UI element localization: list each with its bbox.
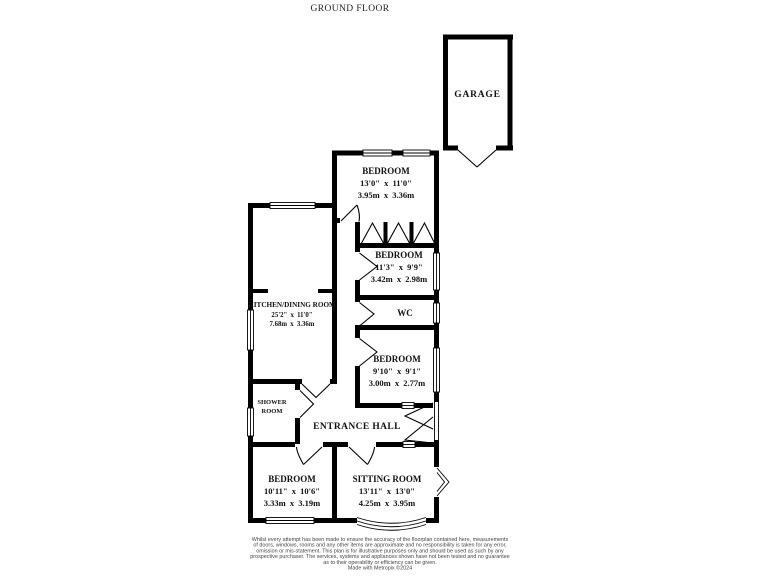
- window: [270, 203, 315, 209]
- svg-text:of doors, windows, rooms and a: of doors, windows, rooms and any other items are approximate and no responsibility is taken for any error,: [253, 542, 507, 549]
- room-label-shower-room: [257, 399, 287, 415]
- svg-text:Whilst every attempt has been: Whilst every attempt has been made to ensure the accuracy of the floorplan contained here, measurements: [251, 537, 509, 543]
- svg-text:7.68m x 3.36m: 7.68m x 3.36m: [269, 321, 315, 328]
- window: [363, 150, 392, 156]
- svg-text:as to their operability or eff: as to their operability or efficiency can be given.: [323, 559, 437, 566]
- door-swing: [349, 447, 375, 465]
- svg-text:3.42m x 2.98m: 3.42m x 2.98m: [370, 274, 428, 284]
- svg-text:4.25m x 3.95m: 4.25m x 3.95m: [358, 498, 416, 508]
- bay-window: [357, 515, 426, 533]
- svg-text:SHOWER: SHOWER: [257, 399, 287, 406]
- side-bay-window: [434, 467, 450, 497]
- svg-text:11'3" x 9'9": 11'3" x 9'9": [375, 262, 423, 272]
- svg-text:10'11" x 10'6": 10'11" x 10'6": [264, 486, 320, 496]
- svg-text:omission or mis-statement. Thi: omission or mis-statement. This plan is for illustrative purposes only and should be used as such by any: [256, 548, 504, 555]
- garage-door: [458, 150, 496, 167]
- disclaimer-text: [250, 537, 509, 572]
- svg-text:BEDROOM: BEDROOM: [373, 354, 421, 364]
- room-label-entrance-hall: ENTRANCE HALL: [313, 422, 401, 432]
- room-label-kitchen-dining: [248, 301, 336, 328]
- svg-text:BEDROOM: BEDROOM: [268, 474, 316, 484]
- page-title: GROUND FLOOR: [310, 4, 390, 14]
- svg-text:3.00m x 2.77m: 3.00m x 2.77m: [368, 378, 426, 388]
- svg-text:3.95m x 3.36m: 3.95m x 3.36m: [357, 190, 415, 200]
- window: [434, 303, 440, 323]
- door-swing: [360, 303, 375, 327]
- room-label-bedroom-top: [358, 166, 414, 200]
- window: [266, 518, 314, 524]
- window: [434, 253, 440, 290]
- svg-text:9'10" x 9'1": 9'10" x 9'1": [373, 366, 421, 376]
- svg-text:BEDROOM: BEDROOM: [375, 250, 423, 260]
- svg-text:25'2" x 11'0": 25'2" x 11'0": [271, 312, 313, 319]
- room-label-bedroom-bottom: [264, 474, 320, 508]
- door-swing: [302, 384, 330, 398]
- window: [403, 150, 430, 156]
- metropix-credit: Made with Metropix ©2024: [347, 565, 413, 572]
- svg-text:prospective purchaser. The ser: prospective purchaser. The services, systems and appliances shown have not been tested and no guarantee: [250, 554, 510, 561]
- room-label-wc: WC: [397, 308, 413, 318]
- room-label-bedroom-lower: [369, 354, 425, 388]
- window: [248, 310, 254, 350]
- door-swing: [341, 205, 359, 222]
- window: [403, 442, 415, 448]
- room-label-sitting-room: [353, 474, 422, 508]
- svg-text:3.33m x 3.19m: 3.33m x 3.19m: [263, 498, 321, 508]
- wardrobe-doors: [361, 223, 435, 244]
- window: [434, 348, 440, 392]
- svg-text:13'0" x 11'0": 13'0" x 11'0": [360, 178, 412, 188]
- svg-text:ROOM: ROOM: [261, 408, 283, 415]
- svg-text:13'11" x 13'0": 13'11" x 13'0": [359, 486, 415, 496]
- room-label-bedroom-middle: [371, 250, 427, 284]
- svg-text:SITTING ROOM: SITTING ROOM: [352, 474, 422, 484]
- door-swing: [300, 391, 314, 418]
- window: [402, 403, 414, 409]
- svg-text:BEDROOM: BEDROOM: [362, 166, 410, 176]
- svg-text:KITCHEN/DINING ROOM: KITCHEN/DINING ROOM: [248, 301, 336, 309]
- door-swing: [297, 447, 323, 465]
- room-label-garage: GARAGE: [454, 90, 501, 100]
- window: [248, 408, 254, 436]
